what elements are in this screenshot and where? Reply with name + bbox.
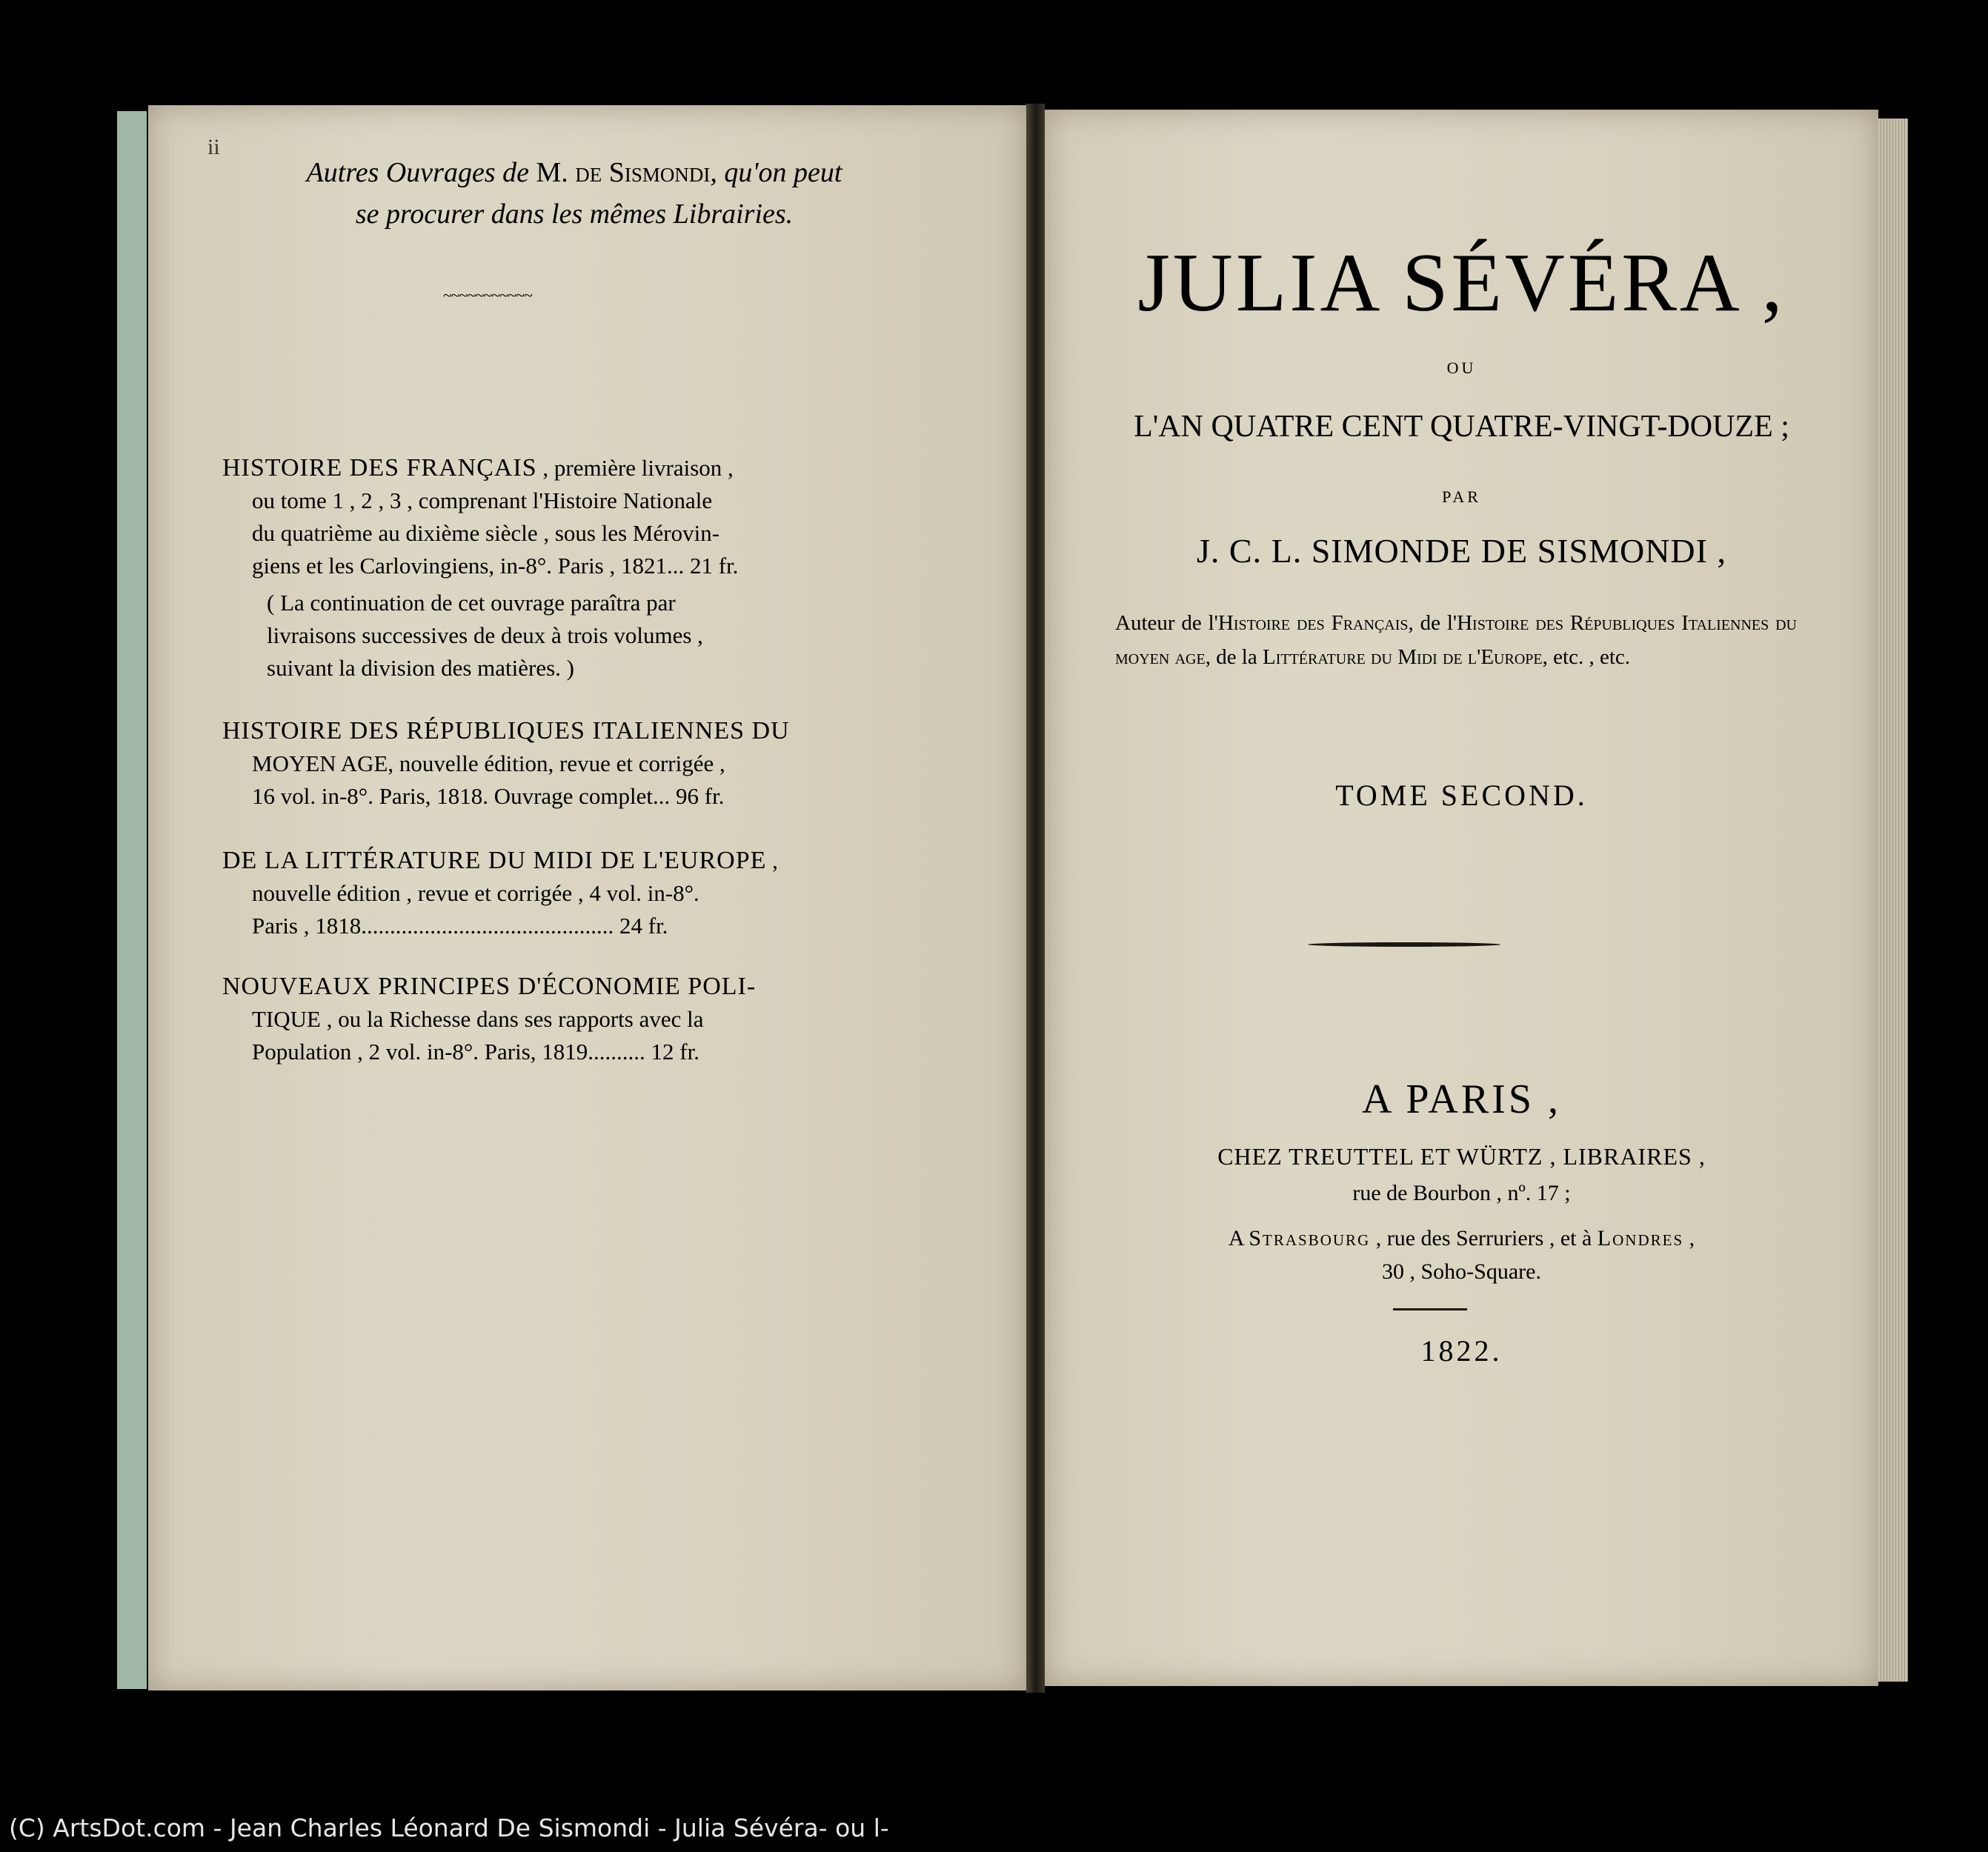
copyright-watermark: (C) ArtsDot.com - Jean Charles Léonard De Sismondi - Julia Sévéra- ou l- bbox=[9, 1813, 889, 1842]
entry-text: , bbox=[772, 847, 778, 873]
credits-work: Littérature du Midi de l'Europe bbox=[1263, 645, 1543, 669]
entry-note: suivant la division des matières. ) bbox=[267, 655, 574, 681]
entry-line: nouvelle édition , revue et corrigée , 4 vol. in-8°. bbox=[252, 880, 699, 906]
entry-economie-politique bbox=[222, 970, 956, 1068]
heading-line2: se procurer dans les mêmes Librairies. bbox=[355, 199, 794, 230]
credits-text: , de la bbox=[1205, 645, 1263, 669]
credits-work: Histoire des Français bbox=[1217, 611, 1409, 635]
publication-year: 1822. bbox=[1420, 1334, 1503, 1368]
page-edges bbox=[1878, 119, 1908, 1682]
book-gutter bbox=[1026, 104, 1045, 1693]
credits-text: , de l' bbox=[1408, 611, 1457, 635]
book-subtitle: L'AN QUATRE CENT QUATRE-VINGT-DOUZE ; bbox=[1134, 410, 1789, 444]
conjunction-ou: OU bbox=[1446, 359, 1477, 377]
other-works-heading bbox=[170, 152, 978, 235]
address-text: A bbox=[1228, 1226, 1249, 1250]
heading-italic-b: , qu'on peut bbox=[710, 157, 842, 188]
address-city: Londres bbox=[1597, 1226, 1684, 1250]
credits-text: , etc. , etc. bbox=[1542, 645, 1630, 669]
short-rule bbox=[1393, 1308, 1467, 1310]
credits-work: Histoire des Républiques Italiennes du moyen age bbox=[1115, 611, 1797, 669]
entry-line: du quatrième au dixième siècle , sous les Mérovin- bbox=[252, 520, 720, 546]
publisher-name: CHEZ TREUTTEL ET WÜRTZ , LIBRAIRES , bbox=[1217, 1143, 1706, 1170]
entry-title: DE LA LITTÉRATURE DU MIDI DE L'EUROPE bbox=[222, 847, 767, 874]
cover-edge bbox=[117, 111, 147, 1689]
publication-place: A PARIS , bbox=[1362, 1076, 1561, 1122]
entry-title: HISTOIRE DES FRANÇAIS bbox=[222, 454, 537, 482]
entry-republiques-italiennes bbox=[222, 715, 956, 813]
entry-line: ou tome 1 , 2 , 3 , comprenant l'Histoire Nationale bbox=[252, 487, 713, 513]
entry-litterature-midi bbox=[222, 845, 956, 942]
entry-line: TIQUE , ou la Richesse dans ses rapports avec la bbox=[252, 1006, 704, 1032]
page-number: ii bbox=[207, 135, 220, 159]
volume-label: TOME SECOND. bbox=[1335, 779, 1588, 812]
publisher-address-strasbourg bbox=[1045, 1226, 1878, 1251]
entry-note: ( La continuation de cet ouvrage paraîtra par bbox=[267, 590, 676, 616]
entry-note: livraisons successives de deux à trois volumes , bbox=[267, 622, 703, 648]
divider-rule bbox=[1308, 942, 1500, 947]
heading-author-name: M. de Sismondi bbox=[536, 157, 711, 188]
right-page bbox=[1045, 110, 1878, 1686]
entry-histoire-francais bbox=[222, 452, 956, 684]
book-title: JULIA SÉVÉRA , bbox=[1137, 237, 1786, 329]
entry-line: Paris , 1818............................................ 24 fr. bbox=[252, 913, 668, 939]
address-text: , bbox=[1683, 1226, 1695, 1250]
entry-line: Population , 2 vol. in-8°. Paris, 1819.......... 12 fr. bbox=[252, 1039, 699, 1065]
address-text: , rue des Serruriers , et à bbox=[1370, 1226, 1598, 1250]
publisher-address-london: 30 , Soho-Square. bbox=[1382, 1259, 1541, 1284]
entry-title: HISTOIRE DES RÉPUBLIQUES ITALIENNES DU bbox=[222, 717, 790, 745]
entry-line: 16 vol. in-8°. Paris, 1818. Ouvrage complet... 96 fr. bbox=[252, 783, 725, 809]
address-city: Strasbourg bbox=[1249, 1226, 1371, 1250]
heading-italic-a: Autres Ouvrages de bbox=[306, 157, 529, 188]
credits-text: Auteur de l' bbox=[1115, 611, 1218, 635]
entry-line: MOYEN AGE, nouvelle édition, revue et corrigée , bbox=[252, 750, 725, 776]
entry-line: giens et les Carlovingiens, in-8°. Paris , 1821... 21 fr. bbox=[252, 553, 739, 579]
entry-title: NOUVEAUX PRINCIPES D'ÉCONOMIE POLI- bbox=[222, 973, 757, 1000]
author-credits bbox=[1115, 606, 1797, 674]
word-par: PAR bbox=[1442, 487, 1481, 506]
ornament: ~~~~~~~~~~~ bbox=[443, 286, 532, 304]
publisher-address: rue de Bourbon , nº. 17 ; bbox=[1352, 1181, 1571, 1205]
author-name: J. C. L. SIMONDE DE SISMONDI , bbox=[1197, 532, 1726, 570]
entry-text: , première livraison , bbox=[542, 455, 734, 481]
